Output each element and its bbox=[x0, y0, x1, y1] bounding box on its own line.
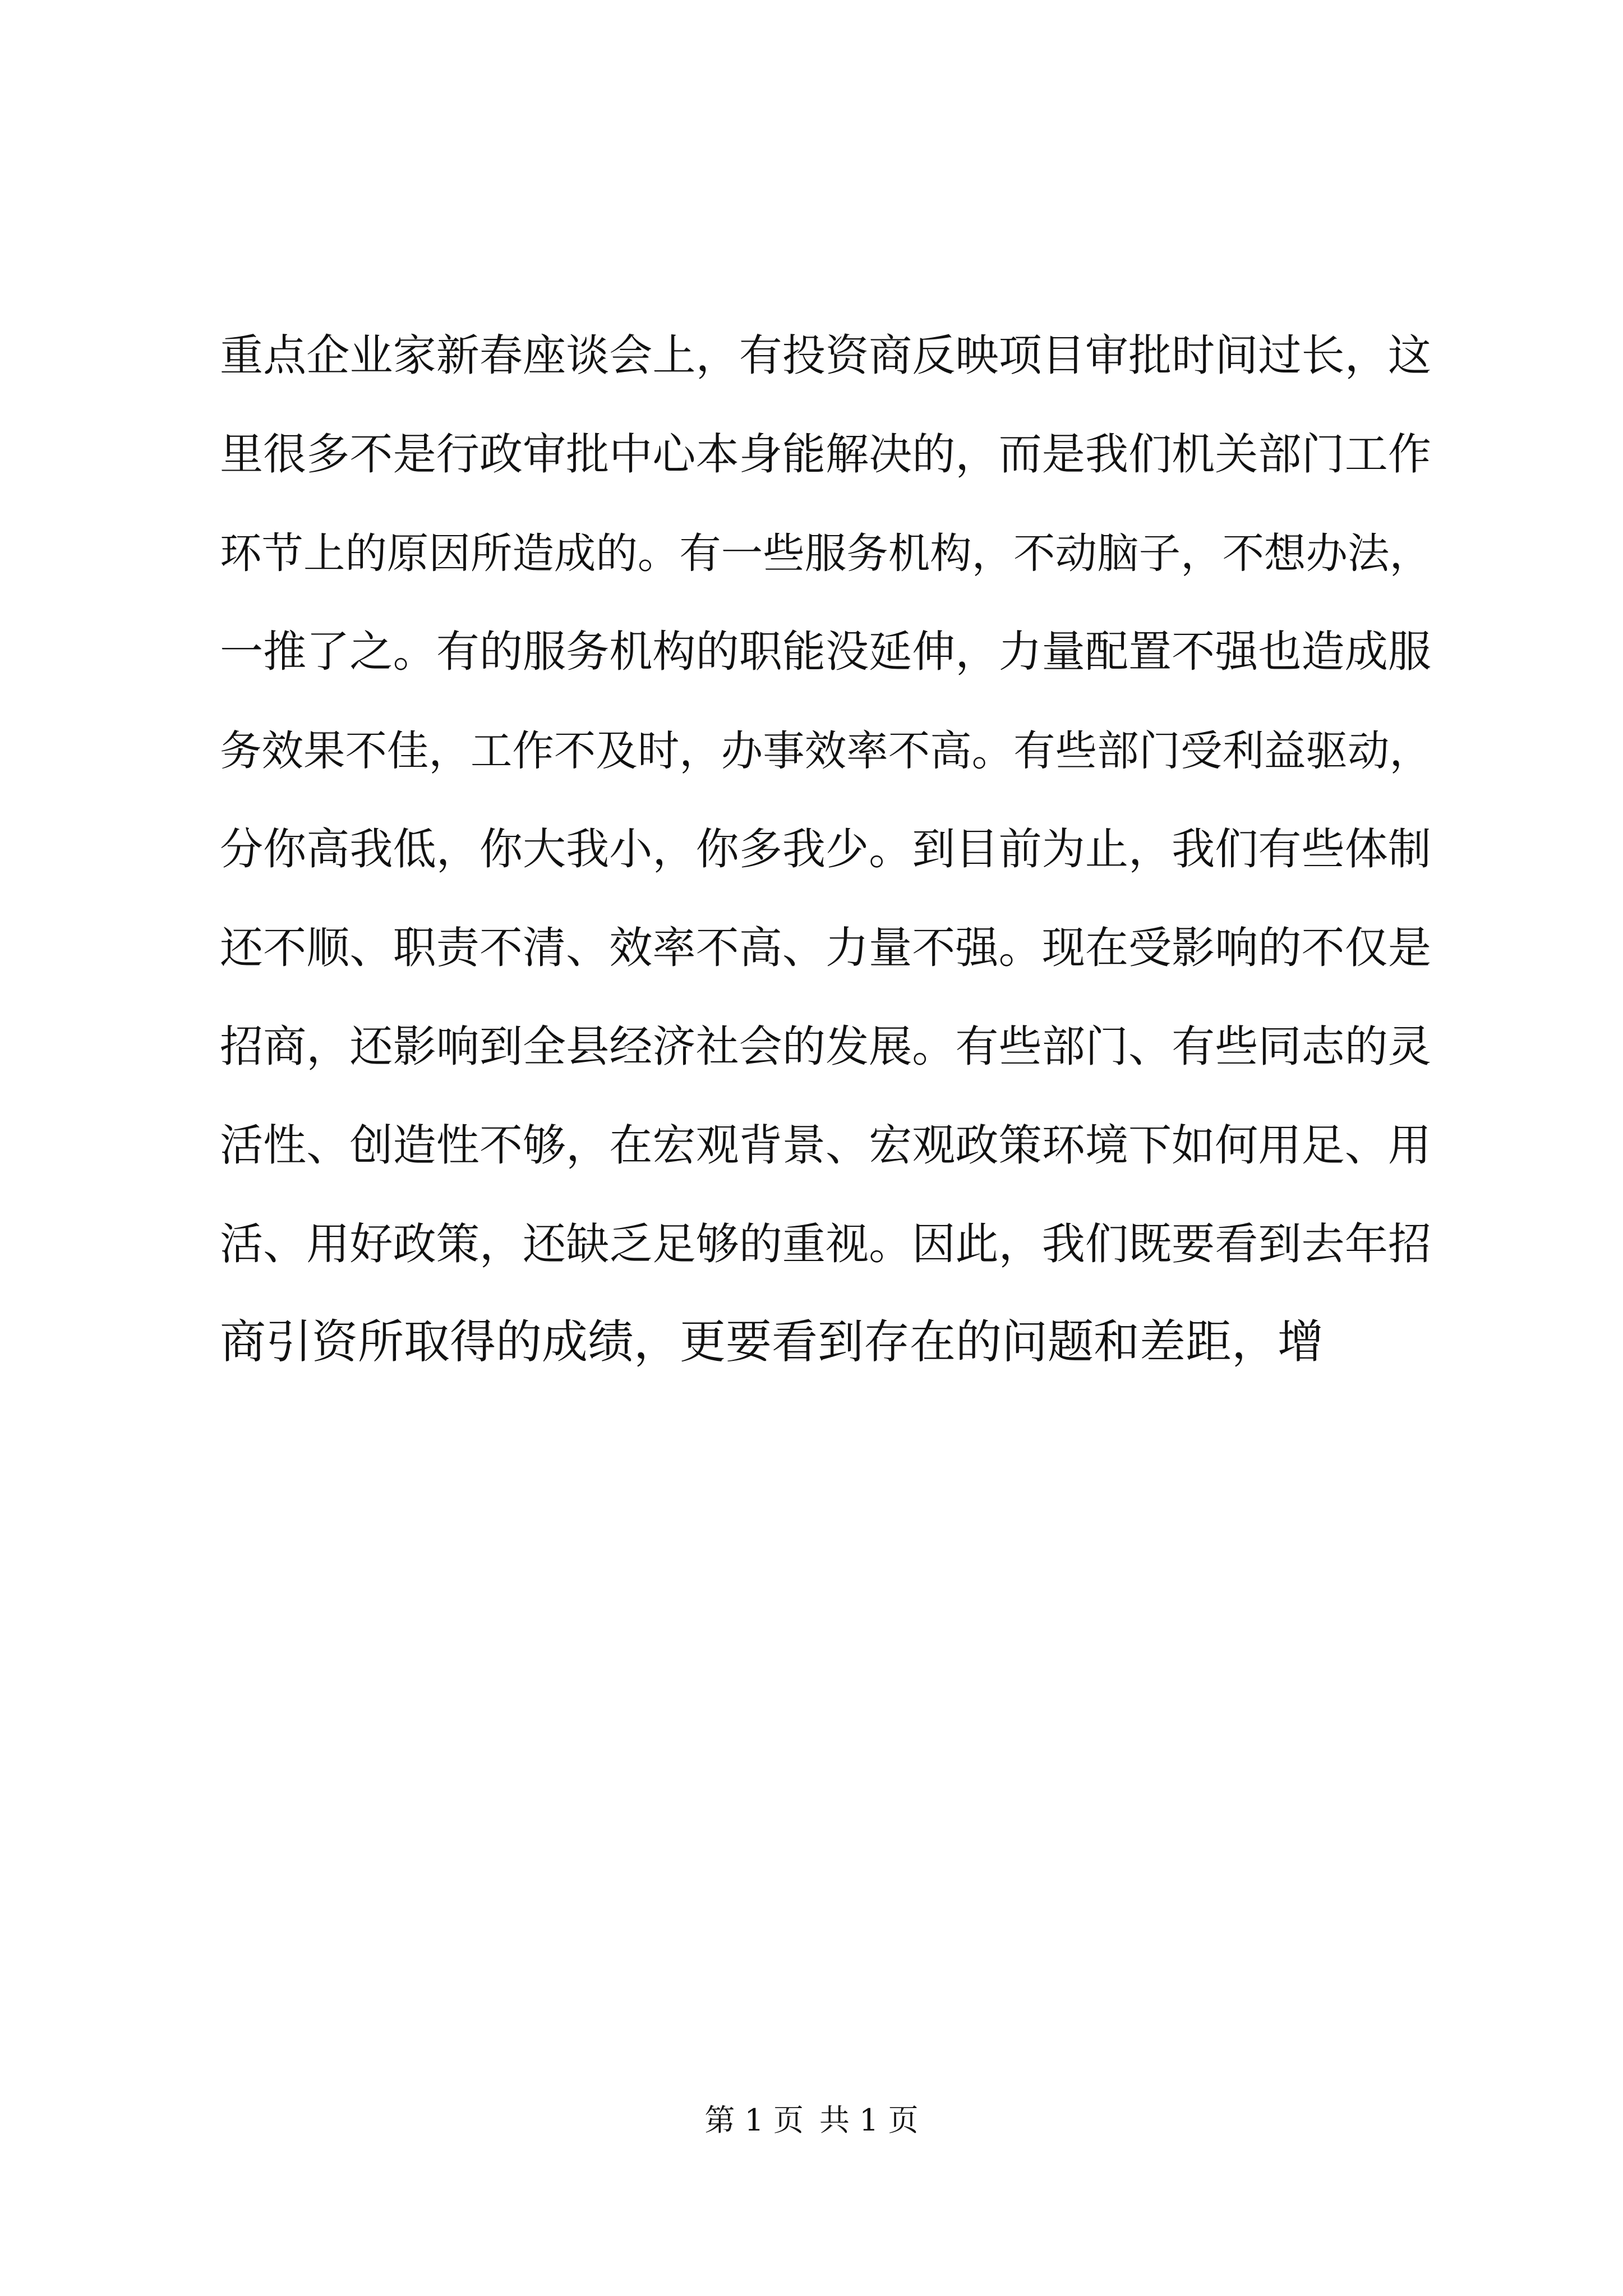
paragraph-line bbox=[220, 306, 1431, 404]
body-paragraph bbox=[220, 306, 1431, 1392]
paragraph-line-text: 还不顺、职责不清、效率不高、力量不强。现在受影响的不仅是 bbox=[220, 923, 1431, 973]
paragraph-line bbox=[220, 404, 1431, 503]
paragraph-line bbox=[220, 602, 1431, 701]
paragraph-line-text: 务效果不佳，工作不及时，办事效率不高。有些部门受利益驱动， bbox=[220, 726, 1431, 775]
paragraph-line bbox=[220, 1096, 1431, 1194]
paragraph-line-text: 活、用好政策，还缺乏足够的重视。因此，我们既要看到去年招 bbox=[220, 1219, 1431, 1269]
page-footer bbox=[0, 2098, 1623, 2143]
paragraph-line bbox=[220, 503, 1431, 602]
paragraph-line-text: 环节上的原因所造成的。有一些服务机构，不动脑子，不想办法， bbox=[220, 529, 1431, 578]
paragraph-line bbox=[220, 799, 1431, 898]
paragraph-line-text: 商引资所取得的成绩，更要看到存在的问题和差距，增 bbox=[220, 1315, 1324, 1369]
paragraph-line-text: 里很多不是行政审批中心本身能解决的，而是我们机关部门工作 bbox=[220, 429, 1431, 480]
paragraph-line bbox=[220, 898, 1431, 997]
paragraph-line bbox=[220, 1293, 1431, 1392]
paragraph-line bbox=[220, 701, 1431, 799]
paragraph-line-text: 重点企业家新春座谈会上，有投资商反映项目审批时间过长，这 bbox=[220, 330, 1431, 381]
paragraph-line-text: 分你高我低，你大我小，你多我少。到目前为止，我们有些体制 bbox=[220, 824, 1431, 875]
paragraph-line-text: 活性、创造性不够，在宏观背景、宏观政策环境下如何用足、用 bbox=[220, 1120, 1431, 1171]
paragraph-line-text: 一推了之。有的服务机构的职能没延伸，力量配置不强也造成服 bbox=[220, 627, 1431, 677]
paragraph-line-text: 招商，还影响到全县经济社会的发展。有些部门、有些同志的灵 bbox=[220, 1022, 1431, 1072]
paragraph-line bbox=[220, 997, 1431, 1096]
paragraph-line bbox=[220, 1194, 1431, 1293]
page-number-label: 第 1 页 bbox=[704, 2102, 804, 2138]
total-pages-label: 共 1 页 bbox=[819, 2102, 919, 2138]
